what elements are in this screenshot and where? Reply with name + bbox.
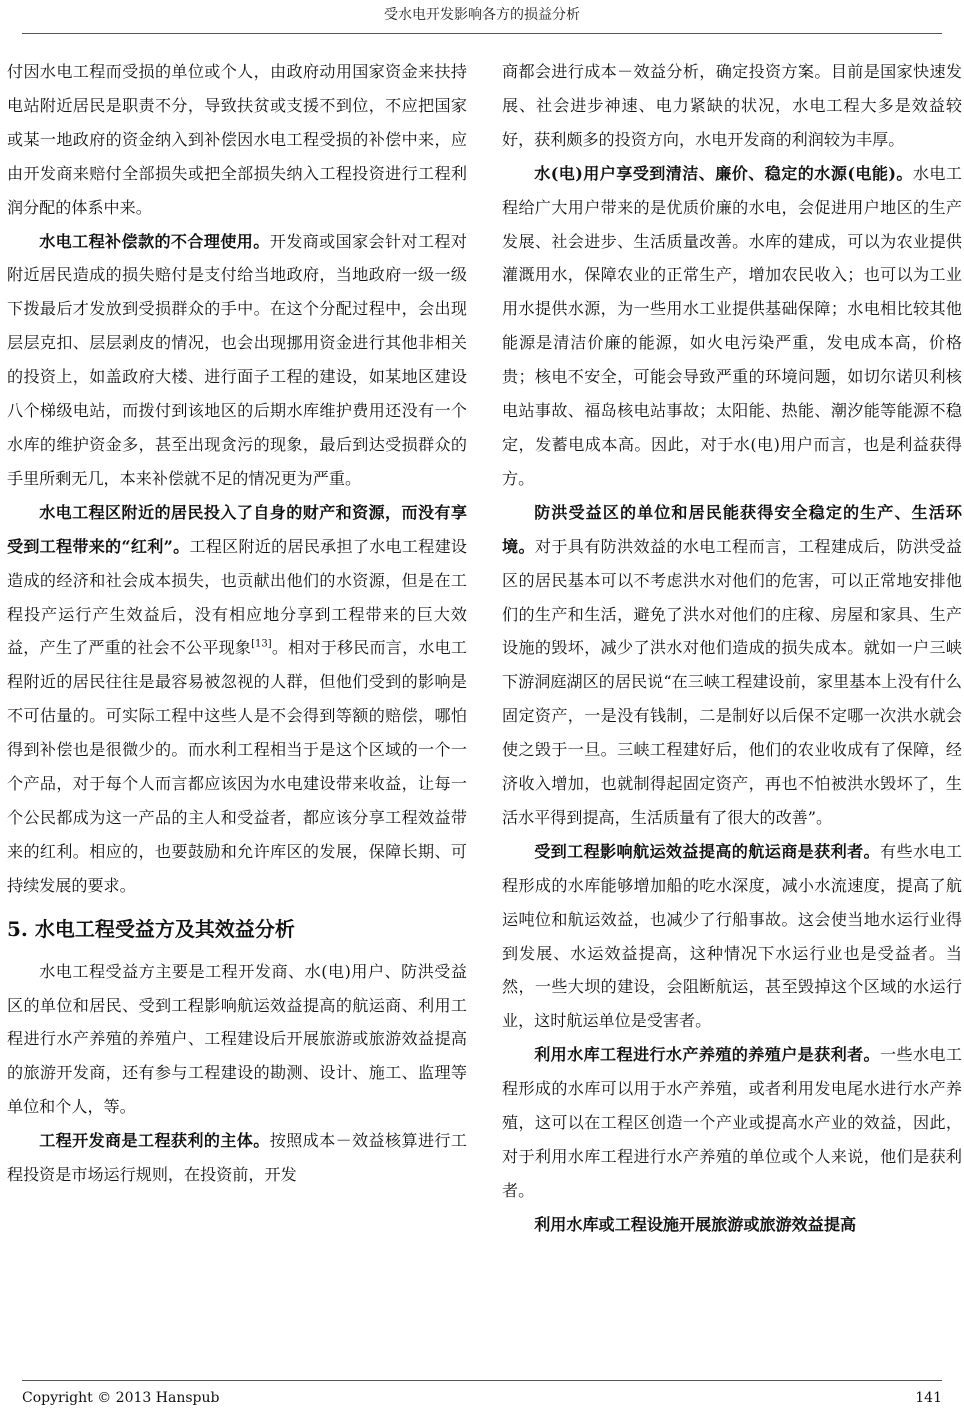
paragraph-body: 水电工程给广大用户带来的是优质价廉的水电，会促进用户地区的生产发展、社会进步、生活质量改善。水库的建成，可以为农业提供灌溉用水，保障农业的正常生产，增加农民收入；也可以为工业用水提供水源，为一些用水工业提供基础保障；水电相比较其他能源是清洁价廉的能源，如火电污染严重，发电成本高，价格贵；核电不安全，可能会导致严重的环境问题，如切尔诺贝利核电站事故、福岛核电站事故；太阳能、热能、潮汐能等能源不稳定，发蓄电成本高。因此，对于水(电)用户而言，也是利益获得方。 bbox=[502, 163, 962, 488]
page-number: 141 bbox=[915, 1390, 942, 1406]
paragraph-lead-bold: 利用水库或工程设施开展旅游或旅游效益提高 bbox=[534, 1214, 857, 1234]
footer-rule bbox=[22, 1380, 942, 1381]
paragraph-lead-bold: 利用水库工程进行水产养殖的养殖户是获利者。 bbox=[534, 1045, 881, 1065]
paragraph-lead-bold: 工程开发商是工程获利的主体。 bbox=[39, 1131, 270, 1151]
paragraph-flood-control bbox=[502, 496, 962, 835]
paragraph-continuation: 付因水电工程而受损的单位或个人，由政府动用国家资金来扶持电站附近居民是职责不分，导致扶贫或支援不到位，不应把国家或某一地政府的资金纳入到补偿因水电工程受损的补偿中来，应由开发商来赔付全部损失或把全部损失纳入工程投资进行工程利润分配的体系中来。 bbox=[7, 62, 467, 217]
section-heading: 5. 水电工程受益方及其效益分析 bbox=[7, 916, 295, 941]
paragraph-continuation: 商都会进行成本－效益分析，确定投资方案。目前是国家快速发展、社会进步神速、电力紧缺的状况，水电工程大多是效益较好，获利颇多的投资方向，水电开发商的利润较为丰厚。 bbox=[502, 62, 962, 149]
paragraph-body: 一些水电工程形成的水库可以用于水产养殖，或者利用发电尾水进行水产养殖，这可以在工程区创造一个产业或提高水产业的效益，因此，对于利用水库工程进行水产养殖的单位或个人来说，他们是获利者。 bbox=[502, 1045, 962, 1200]
copyright-notice: Copyright © 2013 Hanspub bbox=[22, 1390, 220, 1406]
paragraph-lead-bold: 水(电)用户享受到清洁、廉价、稳定的水源(电能)。 bbox=[534, 163, 913, 183]
paragraph-aquaculture bbox=[502, 1038, 962, 1208]
paragraph-lead-bold: 水电工程区附近的居民投入了自身的财产和资源，而没有享受到工程带来的“红利”。 bbox=[7, 502, 467, 556]
paragraph-body: 。相对于移民而言，水电工程附近的居民往往是最容易被忽视的人群，但他们受到的影响是不可估量的。可实际工程中这些人是不会得到等额的赔偿，哪怕得到补偿也是很微少的。而水利工程相当于是这个区域的一个一个产品，对于每个人而言都应该因为水电建设带来收益，让每一个公民都成为这一产品的主人和受益者，都应该分享工程效益带来的红利。相应的，也要鼓励和允许库区的发展，保障长期、可持续发展的要求。 bbox=[7, 638, 468, 895]
paragraph-tourism bbox=[502, 1208, 962, 1242]
paragraph-body: 工程区附近的居民承担了水电工程建设造成的经济和社会成本损失，也贡献出他们的水资源，但是在工程投产运行产生效益后，没有相应地分享到工程带来的巨大效益，产生了严重的社会不公平现象 bbox=[7, 536, 468, 658]
right-column bbox=[502, 55, 962, 1242]
paragraph-lead-bold: 受到工程影响航运效益提高的航运商是获利者。 bbox=[534, 841, 881, 861]
paragraph-compensation-misuse bbox=[7, 225, 467, 496]
paragraph-lead-bold: 防洪受益区的单位和居民能获得安全稳定的生产、生活环境。 bbox=[502, 502, 962, 556]
running-title: 受水电开发影响各方的损益分析 bbox=[384, 7, 580, 23]
paragraph-body: 按照成本－效益核算进行工程投资是市场运行规则，在投资前，开发 bbox=[7, 1131, 467, 1185]
paragraph-nearby-residents bbox=[7, 496, 467, 903]
paragraph-body: 开发商或国家会针对工程对附近居民造成的损失赔付是支付给当地政府，当地政府一级一级下拨最后才发放到受损群众的手中。在这个分配过程中，会出现层层克扣、层层剥皮的情况，也会出现挪用资金进行其他非相关的投资上，如盖政府大楼、进行面子工程的建设，如某地区建设八个梯级电站，而拨付到该地区的后期水库维护费用还没有一个水库的维护资金多，甚至出现贪污的现象，最后到达受损群众的手里所剩无几，本来补偿就不足的情况更为严重。 bbox=[7, 231, 467, 488]
paragraph-developers bbox=[7, 1124, 467, 1192]
citation-reference: [13] bbox=[251, 639, 272, 651]
paragraph-water-users bbox=[502, 157, 962, 496]
paragraph-lead-bold: 水电工程补偿款的不合理使用。 bbox=[39, 231, 270, 251]
header-rule bbox=[22, 33, 942, 34]
paragraph-shipping bbox=[502, 835, 962, 1038]
paragraph-body: 有些水电工程形成的水库能够增加船的吃水深度，减小水流速度，提高了航运吨位和航运效益，也减少了行船事故。这会使当地水运行业得到发展、水运效益提高，这种情况下水运行业也是受益者。当然，一些大坝的建设，会阻断航运，甚至毁掉这个区域的水运行业，这时航运单位是受害者。 bbox=[502, 841, 962, 1031]
left-column bbox=[7, 55, 467, 1192]
paragraph-body: 对于具有防洪效益的水电工程而言，工程建成后，防洪受益区的居民基本可以不考虑洪水对他们的危害，可以正常地安排他们的生产和生活，避免了洪水对他们的庄稼、房屋和家具、生产设施的毁坏，减少了洪水对他们造成的损失成本。就如一户三峡下游洞庭湖区的居民说“在三峡工程建设前，家里基本上没有什么固定资产，一是没有钱制，二是制好以后保不定哪一次洪水就会使之毁于一旦。三峡工程建好后，他们的农业收成有了保障，经济收入增加，也就制得起固定资产，再也不怕被洪水毁坏了，生活水平得到提高，生活质量有了很大的改善”。 bbox=[502, 536, 963, 827]
paragraph-beneficiaries: 水电工程受益方主要是工程开发商、水(电)用户、防洪受益区的单位和居民、受到工程影响航运效益提高的航运商、利用工程进行水产养殖的养殖户、工程建设后开展旅游或旅游效益提高的旅游开发商，还有参与工程建设的勘测、设计、施工、监理等单位和个人，等。 bbox=[7, 961, 467, 1117]
